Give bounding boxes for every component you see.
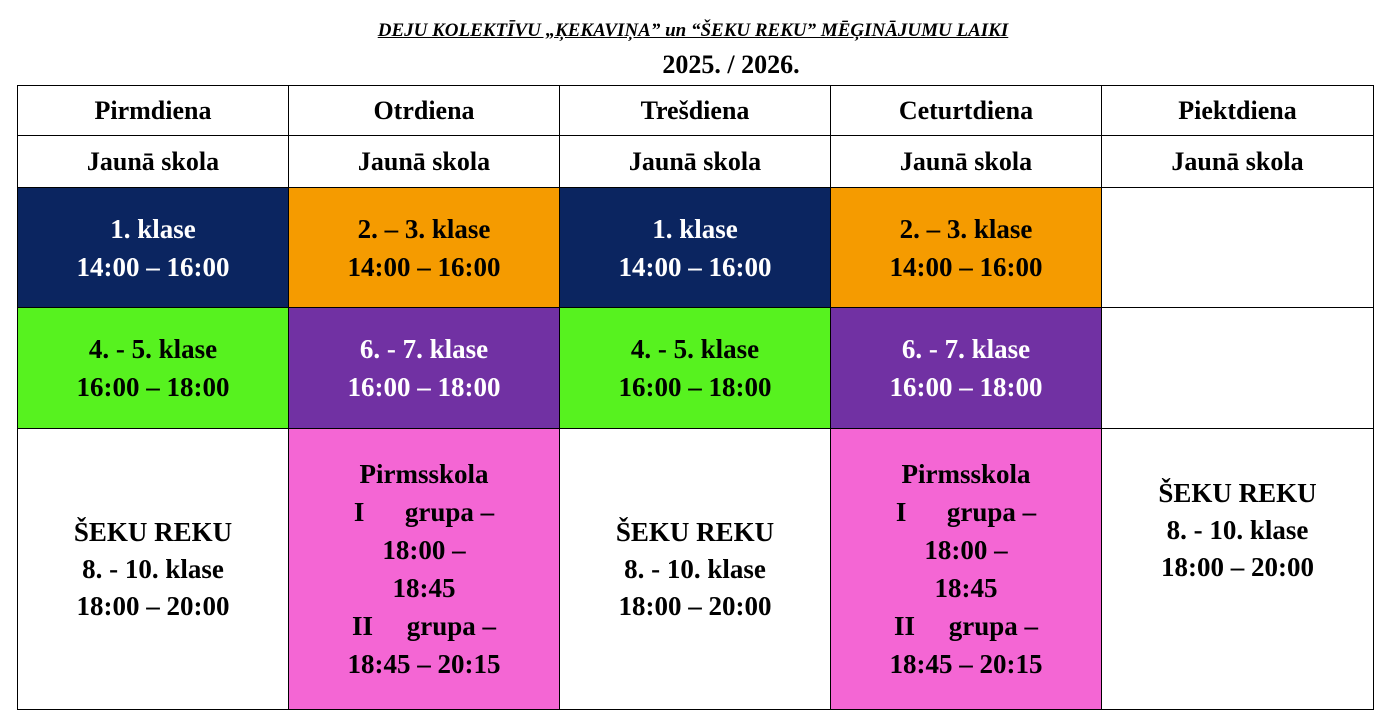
group-1-time-end: 18:45 (392, 573, 456, 603)
preschool-cell-thursday (831, 429, 1102, 710)
group-2-time: 18:45 – 20:15 (889, 649, 1043, 679)
session-cell-friday-1-empty (1102, 188, 1374, 308)
group-1-label: I grupa – (353, 497, 495, 527)
group-2-label: II grupa – (351, 611, 497, 641)
day-header-wednesday: Trešdiena (560, 86, 831, 136)
session-cell-monday-1 (18, 188, 289, 308)
school-cell-friday: Jaunā skola (1102, 136, 1374, 188)
time-label: 18:00 – 20:00 (76, 590, 230, 621)
time-label: 14:00 – 16:00 (76, 251, 230, 282)
day-header-tuesday: Otrdiena (289, 86, 560, 136)
class-label: 2. – 3. klase (357, 213, 491, 244)
session-cell-friday-2-empty (1102, 308, 1374, 429)
time-label: 14:00 – 16:00 (889, 251, 1043, 282)
time-label: 16:00 – 18:00 (889, 372, 1043, 402)
time-label: 14:00 – 16:00 (618, 251, 772, 282)
school-cell-tuesday: Jaunā skola (289, 136, 560, 188)
seku-reku-cell-friday (1102, 429, 1374, 710)
class-label: 8. - 10. klase (1166, 515, 1309, 545)
day-header-friday: Piektdiena (1102, 86, 1374, 136)
school-cell-thursday: Jaunā skola (831, 136, 1102, 188)
session-cell-wednesday-2 (560, 308, 831, 429)
time-label: 18:00 – 20:00 (1161, 552, 1314, 582)
group-1-time-start: 18:00 – (924, 535, 1008, 565)
class-label: 1. klase (652, 213, 738, 244)
group-2-time: 18:45 – 20:15 (347, 649, 501, 679)
time-label: 18:00 – 20:00 (618, 590, 772, 621)
class-label: 1. klase (110, 213, 196, 244)
group-1-label: I grupa – (895, 497, 1037, 527)
session-cell-tuesday-1 (289, 188, 560, 308)
class-label: 4. - 5. klase (630, 334, 760, 364)
class-label: 4. - 5. klase (88, 334, 218, 364)
session-cell-thursday-1 (831, 188, 1102, 308)
class-label: 8. - 10. klase (624, 553, 766, 584)
school-row (18, 136, 1374, 188)
class-label: 8. - 10. klase (82, 553, 224, 584)
time-label: 16:00 – 18:00 (618, 372, 772, 402)
class-label: 6. - 7. klase (901, 334, 1031, 364)
session-row-1 (18, 188, 1374, 308)
session-cell-thursday-2 (831, 308, 1102, 429)
session-row-2 (18, 308, 1374, 429)
time-label: 16:00 – 18:00 (76, 372, 230, 402)
group-2-label: II grupa – (893, 611, 1039, 641)
preschool-cell-tuesday (289, 429, 560, 710)
session-row-3 (18, 429, 1374, 710)
group-1-time-start: 18:00 – (382, 535, 466, 565)
page-title: DEJU KOLEKTĪVU „ĶEKAVIŅA” un “ŠEKU REKU” MĒĢINĀJUMU LAIKI (377, 20, 1009, 41)
group-name: ŠEKU REKU (1158, 478, 1317, 508)
class-label: 2. – 3. klase (899, 213, 1033, 244)
session-cell-wednesday-1 (560, 188, 831, 308)
group-name: ŠEKU REKU (615, 516, 775, 547)
class-label: 6. - 7. klase (359, 334, 489, 364)
schedule-table (17, 85, 1374, 710)
group-1-time-end: 18:45 (934, 573, 998, 603)
day-header-monday: Pirmdiena (18, 86, 289, 136)
seku-reku-cell-monday (18, 429, 289, 710)
session-cell-monday-2 (18, 308, 289, 429)
school-year: 2025. / 2026. (662, 50, 800, 79)
session-cell-tuesday-2 (289, 308, 560, 429)
day-header-thursday: Ceturtdiena (831, 86, 1102, 136)
school-cell-wednesday: Jaunā skola (560, 136, 831, 188)
time-label: 14:00 – 16:00 (347, 251, 501, 282)
group-name: Pirmsskola (359, 459, 489, 489)
weekday-row (18, 86, 1374, 136)
group-name: ŠEKU REKU (73, 516, 233, 547)
seku-reku-cell-wednesday (560, 429, 831, 710)
time-label: 16:00 – 18:00 (347, 372, 501, 402)
group-name: Pirmsskola (901, 459, 1031, 489)
school-cell-monday: Jaunā skola (18, 136, 289, 188)
